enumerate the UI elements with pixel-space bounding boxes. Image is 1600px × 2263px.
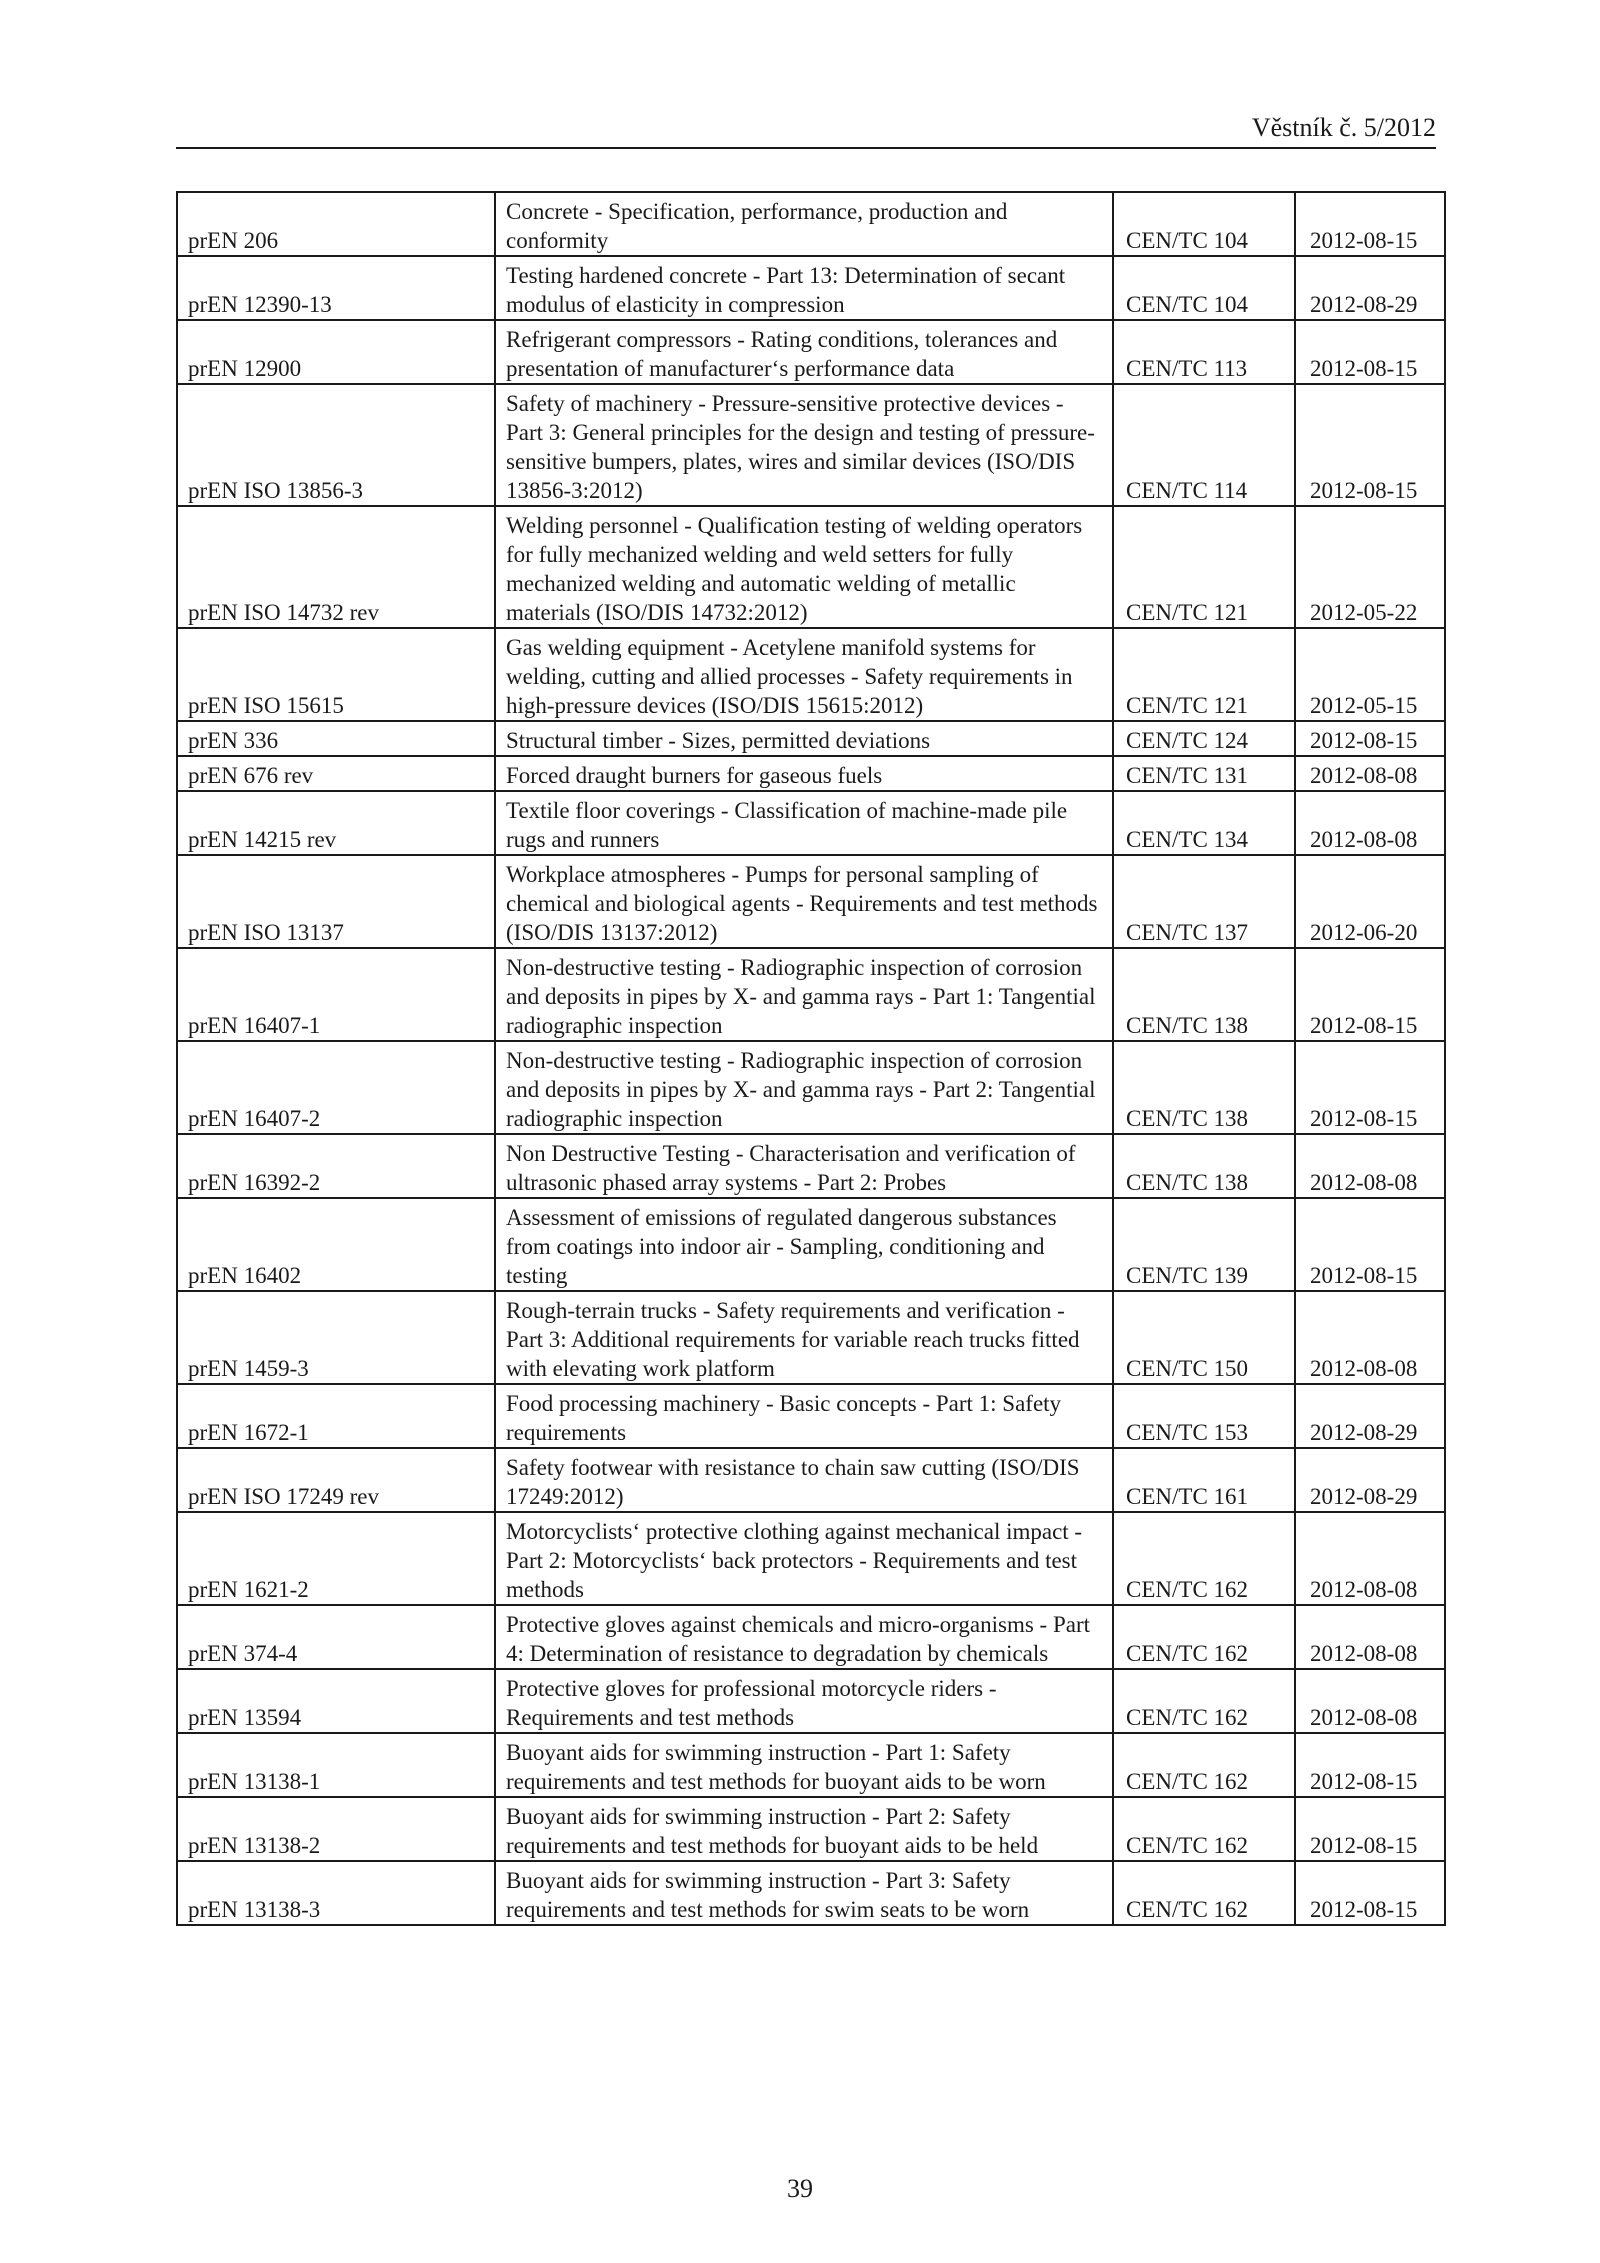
deadline-date-cell: 2012-08-08 <box>1295 1512 1445 1605</box>
standard-title-cell: Workplace atmospheres - Pumps for personal sampling of chemical and biological agents - Requirements and test methods (ISO/DIS 13137:2012) <box>495 855 1113 948</box>
standard-title-cell: Buoyant aids for swimming instruction - Part 1: Safety requirements and test methods for buoyant aids to be worn <box>495 1733 1113 1797</box>
standard-title-cell: Non Destructive Testing - Characterisation and verification of ultrasonic phased array systems - Part 2: Probes <box>495 1134 1113 1198</box>
technical-committee-cell: CEN/TC 121 <box>1113 628 1295 721</box>
standard-code-cell: prEN ISO 13856-3 <box>177 384 495 506</box>
technical-committee-cell: CEN/TC 121 <box>1113 506 1295 628</box>
standard-code-cell: prEN 336 <box>177 721 495 756</box>
technical-committee-cell: CEN/TC 138 <box>1113 1041 1295 1134</box>
standard-code-cell: prEN ISO 13137 <box>177 855 495 948</box>
deadline-date-cell: 2012-05-22 <box>1295 506 1445 628</box>
standard-title-cell: Buoyant aids for swimming instruction - Part 2: Safety requirements and test methods for buoyant aids to be held <box>495 1797 1113 1861</box>
table-row <box>177 948 1445 1041</box>
standards-table <box>176 191 1446 1926</box>
standard-code-cell: prEN 12390-13 <box>177 256 495 320</box>
table-row <box>177 1198 1445 1291</box>
standard-title-cell: Testing hardened concrete - Part 13: Determination of secant modulus of elasticity in compression <box>495 256 1113 320</box>
table-row <box>177 1797 1445 1861</box>
table-row <box>177 1291 1445 1384</box>
technical-committee-cell: CEN/TC 162 <box>1113 1669 1295 1733</box>
technical-committee-cell: CEN/TC 114 <box>1113 384 1295 506</box>
technical-committee-cell: CEN/TC 161 <box>1113 1448 1295 1512</box>
standard-code-cell: prEN 1459-3 <box>177 1291 495 1384</box>
deadline-date-cell: 2012-08-08 <box>1295 1605 1445 1669</box>
standard-code-cell: prEN 1672-1 <box>177 1384 495 1448</box>
standard-code-cell: prEN 16407-1 <box>177 948 495 1041</box>
technical-committee-cell: CEN/TC 137 <box>1113 855 1295 948</box>
table-row <box>177 1512 1445 1605</box>
table-row <box>177 721 1445 756</box>
standard-code-cell: prEN 13138-3 <box>177 1861 495 1925</box>
standard-title-cell: Safety footwear with resistance to chain saw cutting (ISO/DIS 17249:2012) <box>495 1448 1113 1512</box>
technical-committee-cell: CEN/TC 139 <box>1113 1198 1295 1291</box>
table-row <box>177 756 1445 791</box>
table-row <box>177 1669 1445 1733</box>
technical-committee-cell: CEN/TC 134 <box>1113 791 1295 855</box>
standard-code-cell: prEN 676 rev <box>177 756 495 791</box>
standard-title-cell: Safety of machinery - Pressure-sensitive protective devices - Part 3: General principles for the design and testing of pressure-sensitive bumpers, plates, wires and similar devices (ISO/DIS 13856-3:2012) <box>495 384 1113 506</box>
deadline-date-cell: 2012-08-29 <box>1295 1448 1445 1512</box>
bulletin-title: Věstník č. 5/2012 <box>1251 113 1436 142</box>
technical-committee-cell: CEN/TC 162 <box>1113 1512 1295 1605</box>
standard-title-cell: Concrete - Specification, performance, production and conformity <box>495 192 1113 256</box>
technical-committee-cell: CEN/TC 138 <box>1113 1134 1295 1198</box>
deadline-date-cell: 2012-08-15 <box>1295 948 1445 1041</box>
standard-code-cell: prEN 1621-2 <box>177 1512 495 1605</box>
standard-title-cell: Motorcyclists‘ protective clothing against mechanical impact - Part 2: Motorcyclists‘ back protectors - Requirements and test methods <box>495 1512 1113 1605</box>
standard-title-cell: Structural timber - Sizes, permitted deviations <box>495 721 1113 756</box>
table-row <box>177 1605 1445 1669</box>
standards-table-body <box>177 192 1445 1925</box>
standard-title-cell: Food processing machinery - Basic concepts - Part 1: Safety requirements <box>495 1384 1113 1448</box>
standard-title-cell: Protective gloves for professional motorcycle riders - Requirements and test methods <box>495 1669 1113 1733</box>
standard-title-cell: Textile floor coverings - Classification of machine-made pile rugs and runners <box>495 791 1113 855</box>
table-row <box>177 791 1445 855</box>
technical-committee-cell: CEN/TC 162 <box>1113 1861 1295 1925</box>
standard-code-cell: prEN 13138-1 <box>177 1733 495 1797</box>
technical-committee-cell: CEN/TC 104 <box>1113 192 1295 256</box>
technical-committee-cell: CEN/TC 104 <box>1113 256 1295 320</box>
standard-code-cell: prEN 16392-2 <box>177 1134 495 1198</box>
deadline-date-cell: 2012-08-15 <box>1295 721 1445 756</box>
table-row <box>177 1134 1445 1198</box>
deadline-date-cell: 2012-08-15 <box>1295 1041 1445 1134</box>
deadline-date-cell: 2012-08-15 <box>1295 1733 1445 1797</box>
deadline-date-cell: 2012-08-08 <box>1295 1669 1445 1733</box>
standard-title-cell: Rough-terrain trucks - Safety requirements and verification - Part 3: Additional requirements for variable reach trucks fitted with elevating work platform <box>495 1291 1113 1384</box>
deadline-date-cell: 2012-05-15 <box>1295 628 1445 721</box>
standard-code-cell: prEN 16407-2 <box>177 1041 495 1134</box>
technical-committee-cell: CEN/TC 150 <box>1113 1291 1295 1384</box>
standard-code-cell: prEN ISO 14732 rev <box>177 506 495 628</box>
standard-code-cell: prEN ISO 15615 <box>177 628 495 721</box>
standard-code-cell: prEN 16402 <box>177 1198 495 1291</box>
standard-code-cell: prEN 374-4 <box>177 1605 495 1669</box>
table-row <box>177 1733 1445 1797</box>
table-row <box>177 256 1445 320</box>
standard-title-cell: Buoyant aids for swimming instruction - Part 3: Safety requirements and test methods for swim seats to be worn <box>495 1861 1113 1925</box>
deadline-date-cell: 2012-08-08 <box>1295 791 1445 855</box>
deadline-date-cell: 2012-08-08 <box>1295 1291 1445 1384</box>
technical-committee-cell: CEN/TC 113 <box>1113 320 1295 384</box>
standard-code-cell: prEN 12900 <box>177 320 495 384</box>
table-row <box>177 855 1445 948</box>
deadline-date-cell: 2012-08-29 <box>1295 1384 1445 1448</box>
deadline-date-cell: 2012-08-15 <box>1295 1198 1445 1291</box>
standard-code-cell: prEN 13138-2 <box>177 1797 495 1861</box>
standard-title-cell: Non-destructive testing - Radiographic inspection of corrosion and deposits in pipes by X- and gamma rays - Part 2: Tangential radiographic inspection <box>495 1041 1113 1134</box>
table-row <box>177 192 1445 256</box>
technical-committee-cell: CEN/TC 162 <box>1113 1733 1295 1797</box>
technical-committee-cell: CEN/TC 153 <box>1113 1384 1295 1448</box>
table-row <box>177 1861 1445 1925</box>
standard-title-cell: Non-destructive testing - Radiographic inspection of corrosion and deposits in pipes by X- and gamma rays - Part 1: Tangential radiographic inspection <box>495 948 1113 1041</box>
deadline-date-cell: 2012-08-15 <box>1295 384 1445 506</box>
standard-title-cell: Assessment of emissions of regulated dangerous substances from coatings into indoor air - Sampling, conditioning and testing <box>495 1198 1113 1291</box>
technical-committee-cell: CEN/TC 124 <box>1113 721 1295 756</box>
table-row <box>177 628 1445 721</box>
table-row <box>177 320 1445 384</box>
standard-title-cell: Protective gloves against chemicals and micro-organisms - Part 4: Determination of resistance to degradation by chemicals <box>495 1605 1113 1669</box>
table-row <box>177 1041 1445 1134</box>
standard-title-cell: Refrigerant compressors - Rating conditions, tolerances and presentation of manufacturer‘s performance data <box>495 320 1113 384</box>
standard-title-cell: Welding personnel - Qualification testing of welding operators for fully mechanized welding and weld setters for fully mechanized welding and automatic welding of metallic materials (ISO/DIS 14732:2012) <box>495 506 1113 628</box>
page-number: 39 <box>787 2174 813 2203</box>
technical-committee-cell: CEN/TC 162 <box>1113 1605 1295 1669</box>
technical-committee-cell: CEN/TC 162 <box>1113 1797 1295 1861</box>
standard-code-cell: prEN 206 <box>177 192 495 256</box>
deadline-date-cell: 2012-08-15 <box>1295 192 1445 256</box>
standard-title-cell: Forced draught burners for gaseous fuels <box>495 756 1113 791</box>
standard-code-cell: prEN 14215 rev <box>177 791 495 855</box>
standard-code-cell: prEN ISO 17249 rev <box>177 1448 495 1512</box>
standard-title-cell: Gas welding equipment - Acetylene manifold systems for welding, cutting and allied processes - Safety requirements in high-pressure devices (ISO/DIS 15615:2012) <box>495 628 1113 721</box>
deadline-date-cell: 2012-08-15 <box>1295 1797 1445 1861</box>
technical-committee-cell: CEN/TC 131 <box>1113 756 1295 791</box>
page-header <box>176 113 1436 149</box>
technical-committee-cell: CEN/TC 138 <box>1113 948 1295 1041</box>
deadline-date-cell: 2012-08-29 <box>1295 256 1445 320</box>
deadline-date-cell: 2012-08-15 <box>1295 1861 1445 1925</box>
deadline-date-cell: 2012-08-15 <box>1295 320 1445 384</box>
deadline-date-cell: 2012-06-20 <box>1295 855 1445 948</box>
table-row <box>177 506 1445 628</box>
standard-code-cell: prEN 13594 <box>177 1669 495 1733</box>
table-row <box>177 1448 1445 1512</box>
table-row <box>177 1384 1445 1448</box>
table-row <box>177 384 1445 506</box>
deadline-date-cell: 2012-08-08 <box>1295 1134 1445 1198</box>
deadline-date-cell: 2012-08-08 <box>1295 756 1445 791</box>
